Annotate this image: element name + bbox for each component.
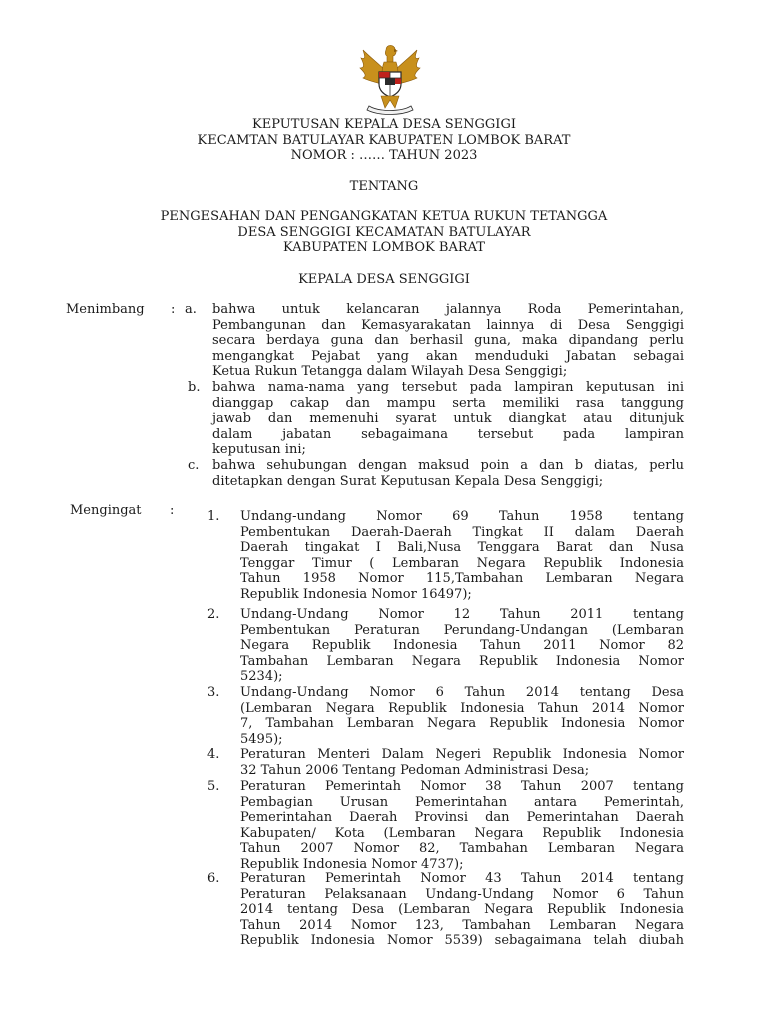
decree-subject-block — [0, 209, 768, 256]
text-line: mengangkat Pejabat yang akan menduduki Jabatan sebagai — [212, 348, 684, 364]
text-line: keputusan ini; — [212, 442, 306, 458]
text-line: Pembentukan Peraturan Perundang-Undangan (Lembaran — [240, 622, 684, 638]
menimbang-colon: : — [171, 302, 176, 317]
text-line: Pembagian Urusan Pemerintahan antara Pemerintah, — [240, 794, 684, 810]
text-line: 2014 tentang Desa (Lembaran Negara Republik Indonesia — [240, 902, 684, 918]
mengingat-item-marker: 5. — [207, 779, 220, 794]
text-line: Republik Indonesia Nomor 16497); — [240, 586, 472, 602]
text-line: 5234); — [240, 669, 283, 685]
mengingat-item-marker: 4. — [207, 747, 220, 762]
text-line: Undang-Undang Nomor 6 Tahun 2014 tentang Desa — [240, 685, 684, 700]
text-line: Pembentukan Daerah-Daerah Tingkat II dalam Daerah — [240, 524, 684, 540]
text-line: Republik Indonesia Nomor 5539) sebagaimana telah diubah — [240, 933, 684, 949]
text-line: Peraturan Menteri Dalam Negeri Republik Indonesia Nomor — [240, 747, 684, 762]
tentang-label: TENTANG — [349, 179, 419, 194]
garuda-pancasila-emblem-icon — [357, 42, 423, 116]
subject-line: PENGESAHAN DAN PENGANGKATAN KETUA RUKUN TETANGGA — [160, 209, 608, 224]
mengingat-item-4 — [240, 747, 684, 778]
text-line: dianggap cakap dan mampu serta memiliki rasa tanggung — [212, 395, 684, 411]
mengingat-colon: : — [170, 503, 175, 518]
text-line: Peraturan Pelaksanaan Undang-Undang Nomor 6 Tahun — [240, 886, 684, 902]
mengingat-item-marker: 1. — [207, 509, 220, 524]
text-line: Tahun 2014 Nomor 123, Tambahan Lembaran Negara — [240, 917, 684, 933]
text-line: dalam jabatan sebagaimana tersebut pada lampiran — [212, 426, 684, 442]
text-line: jawab dan memenuhi syarat untuk diangkat atau ditunjuk — [212, 411, 684, 427]
menimbang-label: Menimbang — [66, 302, 145, 317]
text-line: Pemerintahan Daerah Provinsi dan Pemerintahan Daerah — [240, 810, 684, 826]
text-line: Tahun 2007 Nomor 82, Tambahan Lembaran Negara — [240, 841, 684, 857]
text-line: bahwa sehubungan dengan maksud poin a dan b diatas, perlu — [212, 458, 684, 473]
text-line: Republik Indonesia Nomor 4737); — [240, 856, 464, 872]
text-line: Peraturan Pemerintah Nomor 38 Tahun 2007 tentang — [240, 779, 684, 794]
text-line: Ketua Rukun Tetangga dalam Wilayah Desa Senggigi; — [212, 364, 568, 380]
issuing-official-label: KEPALA DESA SENGGIGI — [298, 272, 470, 287]
mengingat-item-3 — [240, 685, 684, 747]
menimbang-item-b — [212, 380, 684, 458]
mengingat-item-marker: 6. — [207, 871, 220, 886]
text-line: bahwa untuk kelancaran jalannya Roda Pemerintahan, — [212, 302, 684, 317]
issuing-official-heading — [0, 272, 768, 288]
menimbang-item-marker: c. — [188, 458, 200, 473]
subject-line: KABUPATEN LOMBOK BARAT — [283, 240, 485, 255]
mengingat-item-1 — [240, 509, 684, 603]
text-line: 7, Tambahan Lembaran Negara Republik Indonesia Nomor — [240, 716, 684, 732]
text-line: Undang-undang Nomor 69 Tahun 1958 tentang — [240, 509, 684, 524]
text-line: Pembangunan dan Kemasyarakatan lainnya di Desa Senggigi — [212, 317, 684, 333]
menimbang-item-a — [212, 302, 684, 380]
text-line: Peraturan Pemerintah Nomor 43 Tahun 2014 tentang — [240, 871, 684, 886]
mengingat-item-marker: 3. — [207, 685, 220, 700]
mengingat-item-6 — [240, 871, 684, 949]
decree-title-line: KECAMTAN BATULAYAR KABUPATEN LOMBOK BARAT — [197, 132, 571, 148]
text-line: Tambahan Lembaran Negara Republik Indonesia Nomor — [240, 653, 684, 669]
text-line: Daerah tingakat I Bali,Nusa Tenggara Barat dan Nusa — [240, 540, 684, 556]
text-line: (Lembaran Negara Republik Indonesia Tahun 2014 Nomor — [240, 700, 684, 716]
text-line: 32 Tahun 2006 Tentang Pedoman Administrasi Desa; — [240, 762, 590, 778]
menimbang-item-marker: a. — [185, 302, 197, 317]
text-line: Undang-Undang Nomor 12 Tahun 2011 tentang — [240, 607, 684, 622]
text-line: secara berdaya guna dan berhasil guna, maka dipandang perlu — [212, 333, 684, 349]
decree-number-line: NOMOR : …… TAHUN 2023 — [290, 148, 478, 163]
text-line: Tahun 1958 Nomor 115,Tambahan Lembaran Negara — [240, 571, 684, 587]
tentang-heading — [0, 179, 768, 195]
subject-line: DESA SENGGIGI KECAMATAN BATULAYAR — [237, 224, 531, 240]
text-line: ditetapkan dengan Surat Keputusan Kepala Desa Senggigi; — [212, 473, 604, 489]
menimbang-item-c — [212, 458, 684, 489]
decree-title-line: KEPUTUSAN KEPALA DESA SENGGIGI — [252, 117, 516, 132]
menimbang-item-marker: b. — [188, 380, 201, 395]
mengingat-item-5 — [240, 779, 684, 873]
text-line: Negara Republik Indonesia Tahun 2011 Nomor 82 — [240, 638, 684, 654]
mengingat-item-2 — [240, 607, 684, 685]
text-line: 5495); — [240, 731, 283, 747]
mengingat-label: Mengingat — [70, 503, 142, 518]
decree-title-block — [0, 117, 768, 164]
text-line: Tenggar Timur ( Lembaran Negara Republik Indonesia — [240, 555, 684, 571]
mengingat-item-marker: 2. — [207, 607, 220, 622]
text-line: bahwa nama-nama yang tersebut pada lampiran keputusan ini — [212, 380, 684, 395]
text-line: Kabupaten/ Kota (Lembaran Negara Republik Indonesia — [240, 825, 684, 841]
